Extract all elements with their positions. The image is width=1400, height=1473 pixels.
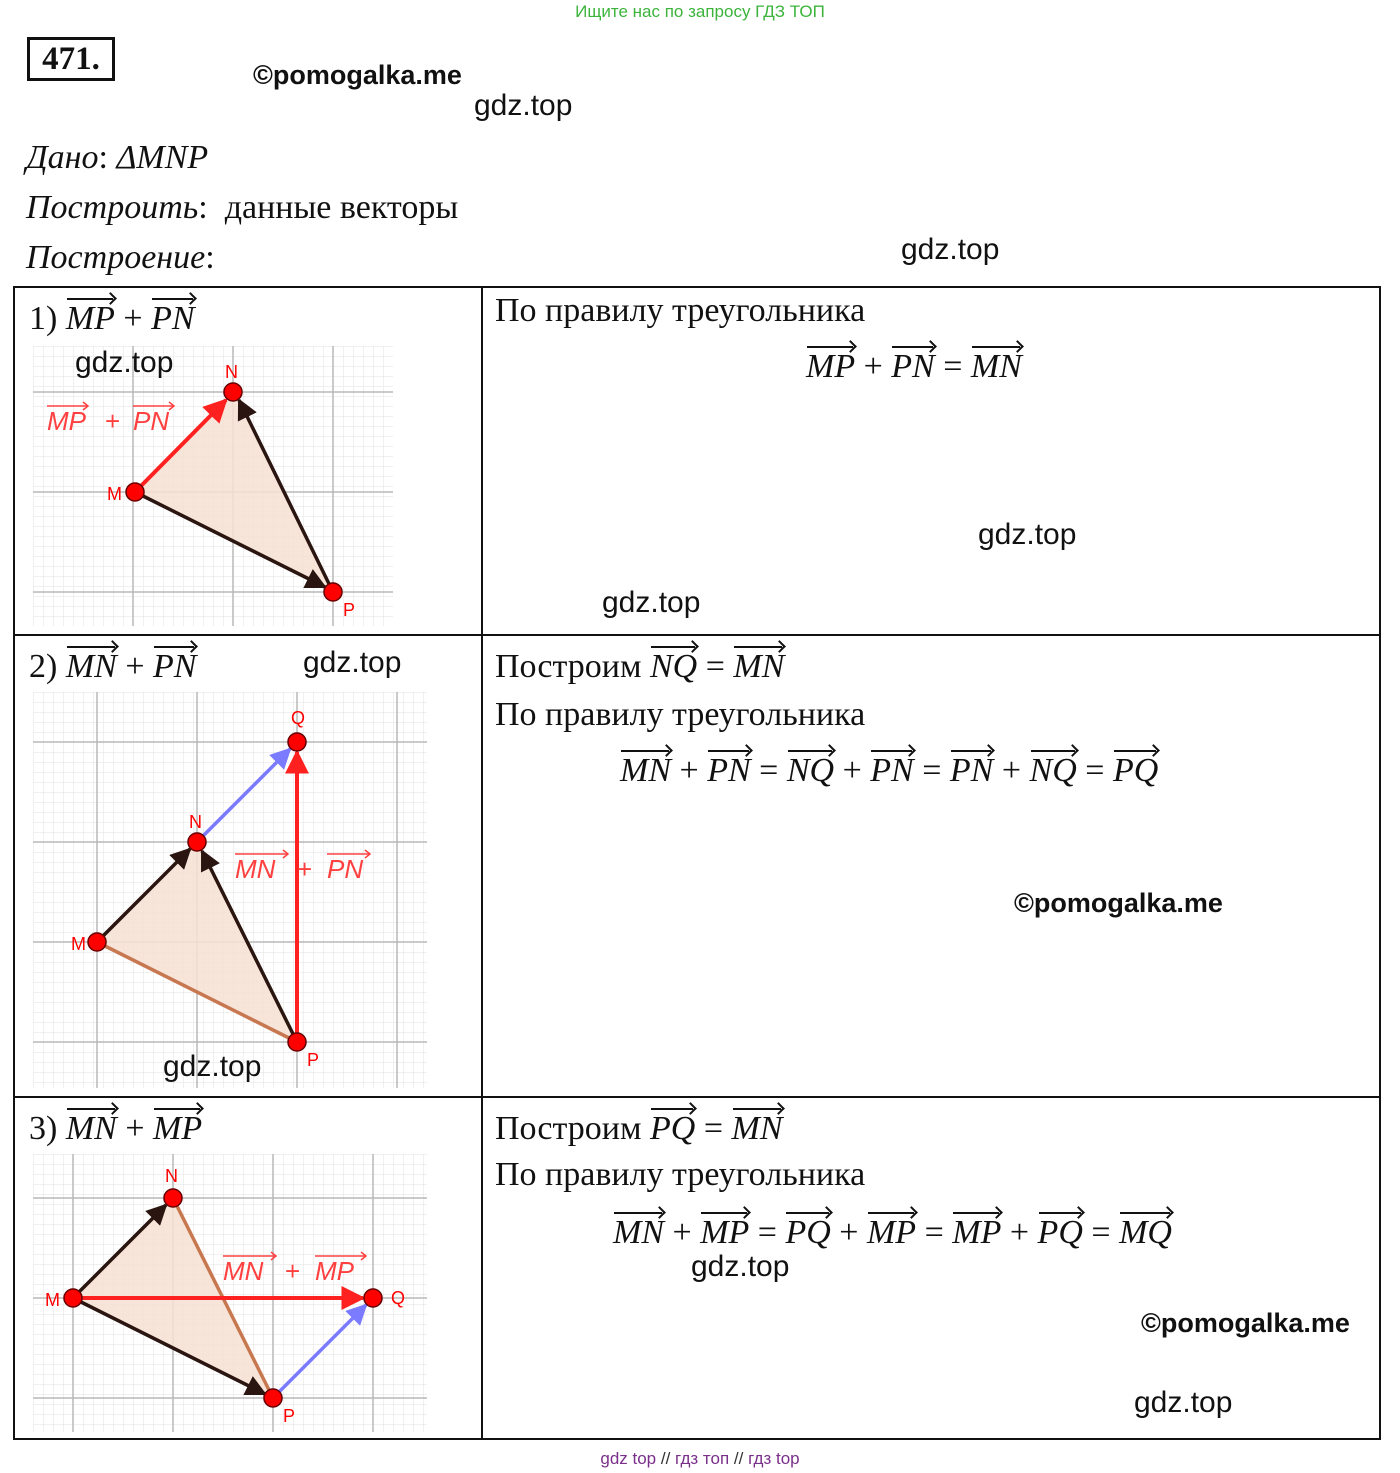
given-label: Дано (26, 139, 99, 176)
row-number: 2) (29, 648, 58, 685)
point-q (364, 1289, 382, 1307)
vector: PN (151, 296, 194, 338)
watermark: gdz.top (163, 1050, 262, 1083)
label-m: M (107, 484, 122, 504)
explanation-cell (482, 287, 1380, 635)
watermark: gdz.top (691, 1250, 790, 1283)
watermark: gdz.top (901, 233, 1000, 266)
svg-text:PN: PN (133, 406, 170, 436)
figure-1 (33, 346, 393, 626)
vector: MN (66, 1106, 117, 1148)
footer-link[interactable]: гдз top (748, 1449, 800, 1468)
copyright-watermark: ©pomogalka.me (1014, 888, 1223, 918)
watermark: gdz.top (978, 518, 1077, 551)
equation: MP + PN = MN (806, 344, 1022, 386)
row-title (29, 296, 195, 338)
sum-label (47, 402, 174, 436)
svg-text:PN: PN (327, 854, 364, 884)
explanation-cell (482, 635, 1380, 1097)
vector: PN (153, 644, 196, 686)
svg-text:MP: MP (315, 1256, 354, 1286)
rule-text: По правилу треугольника (495, 292, 866, 329)
point-m (88, 933, 106, 951)
sum-label (235, 850, 370, 884)
solution-table (13, 286, 1381, 1440)
watermark: gdz.top (1134, 1386, 1233, 1419)
figure-cell (14, 635, 482, 1097)
label-q: Q (391, 1288, 406, 1308)
construct-text: Построим NQ = MN (495, 644, 784, 686)
point-p (288, 1033, 306, 1051)
problem-number: 471. (27, 37, 115, 81)
construction-label: Построение (26, 239, 206, 276)
footer-separator: // (660, 1449, 671, 1468)
point-p (324, 583, 342, 601)
label-n: N (225, 362, 238, 382)
rule-text: По правилу треугольника (495, 696, 866, 733)
svg-text:MN: MN (223, 1256, 264, 1286)
footer-link[interactable]: gdz top (600, 1449, 657, 1468)
footer-link[interactable]: гдз топ (675, 1449, 730, 1468)
explanation-cell (482, 1097, 1380, 1439)
point-n (224, 383, 242, 401)
point-n (164, 1189, 182, 1207)
watermark: gdz.top (474, 89, 573, 122)
label-m: M (45, 1290, 60, 1310)
vector: MP (66, 296, 115, 338)
operator: + (125, 648, 145, 685)
equation: MN + PN = NQ + PN = PN + NQ = PQ (620, 748, 1158, 790)
label-q: Q (291, 708, 306, 728)
figure-cell (14, 1097, 482, 1439)
svg-text:MP: MP (47, 406, 86, 436)
point-n (188, 833, 206, 851)
point-p (264, 1389, 282, 1407)
label-n: N (189, 812, 202, 832)
label-p: P (283, 1406, 296, 1426)
footer (0, 1449, 1400, 1469)
table-row (14, 635, 1380, 1097)
footer-separator: // (733, 1449, 744, 1468)
operator: + (125, 1110, 145, 1147)
given-line: Дано: ΔMNP (26, 139, 209, 176)
row-number: 1) (29, 300, 58, 337)
label-n: N (165, 1166, 178, 1186)
row-number: 3) (29, 1110, 58, 1147)
equation: MN + MP = PQ + MP = MP + PQ = MQ (613, 1210, 1172, 1252)
vector: MP (153, 1106, 202, 1148)
svg-text:+: + (297, 854, 313, 884)
copyright-watermark: ©pomogalka.me (1141, 1308, 1350, 1338)
figure-3 (33, 1154, 427, 1432)
construct-value: данные векторы (224, 189, 459, 226)
construction-line: Построение: (26, 239, 215, 276)
svg-text:+: + (105, 406, 121, 436)
svg-text:+: + (285, 1256, 301, 1286)
construct-label: Построить (26, 189, 199, 226)
construct-line: Построить: данные векторы (26, 189, 459, 226)
watermark: gdz.top (602, 586, 701, 619)
copyright-watermark: ©pomogalka.me (253, 60, 462, 90)
top-banner[interactable]: Ищите нас по запросу ГДЗ ТОП (575, 2, 825, 21)
table-row (14, 287, 1380, 635)
figure-2 (33, 692, 427, 1088)
operator: + (123, 300, 143, 337)
vector: MN (66, 644, 117, 686)
row-title (29, 1106, 202, 1148)
svg-text:MN: MN (235, 854, 276, 884)
watermark: gdz.top (75, 346, 174, 379)
point-q (288, 733, 306, 751)
figure-cell (14, 287, 482, 635)
rule-text: По правилу треугольника (495, 1156, 866, 1193)
construct-text: Построим PQ = MN (495, 1106, 783, 1148)
label-p: P (343, 600, 356, 620)
label-p: P (307, 1050, 320, 1070)
table-row (14, 1097, 1380, 1439)
sum-label (223, 1252, 366, 1286)
given-value: ΔMNP (116, 139, 209, 176)
grid-background (33, 692, 427, 1088)
point-m (126, 483, 144, 501)
label-m: M (71, 934, 86, 954)
row-title (29, 644, 196, 686)
watermark: gdz.top (303, 646, 402, 679)
point-m (64, 1289, 82, 1307)
